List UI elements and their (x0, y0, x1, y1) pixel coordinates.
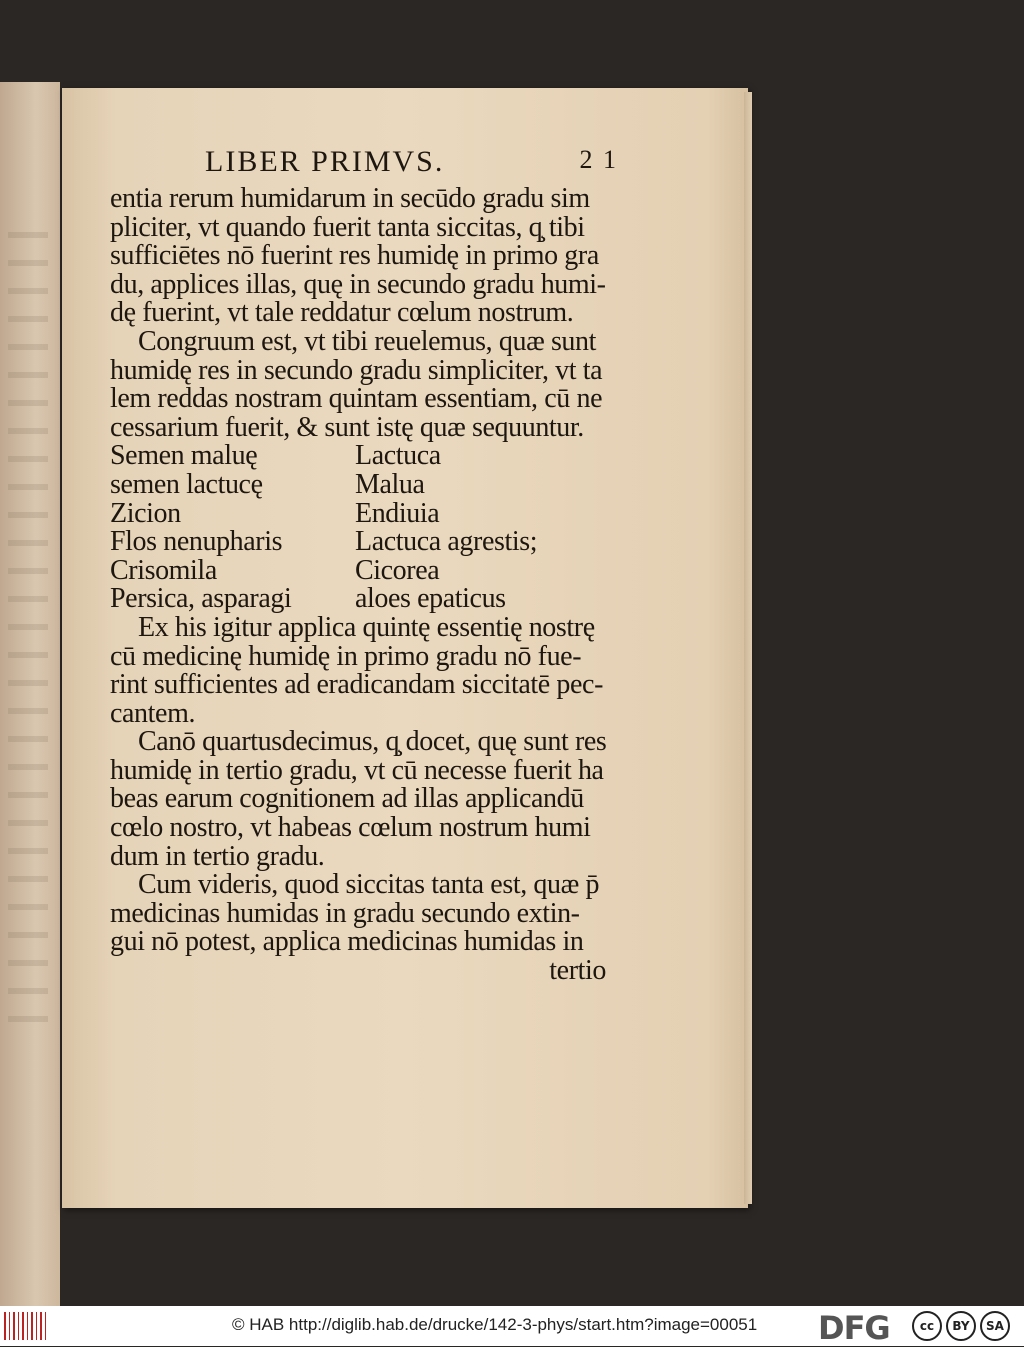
running-header (110, 145, 618, 185)
paragraph-5 (110, 871, 610, 957)
paragraph-1 (110, 185, 610, 328)
text-line: cū medicinę humidę in primo gradu nō fue- (110, 640, 582, 672)
text-line: dum in tertio gradu. (110, 840, 325, 872)
text-line: cœlo nostro, vt habeas cœlum nostrum humi (110, 812, 591, 844)
text-line: humidę in tertio gradu, vt cū necesse fuerit ha (110, 754, 604, 786)
list-item-left: Crisomila (110, 554, 217, 586)
text-line: Congruum est, vt tibi reuelemus, quæ sunt (138, 325, 597, 357)
text-line: cessarium fuerit, & sunt istę quæ sequuntur. (110, 411, 584, 443)
list-item-right: Endiuia (355, 497, 440, 529)
text-line: beas earum cognitionem ad illas applicandū (110, 783, 584, 815)
hab-logo-icon (4, 1312, 48, 1340)
list-item-left: Semen maluę (110, 440, 258, 472)
page-text (110, 145, 618, 987)
text-line: rint sufficientes ad eradicandam siccitatē pec- (110, 669, 603, 701)
ingredient-list (110, 442, 610, 614)
list-item-left: semen lactucę (110, 468, 263, 500)
previous-page-edge (0, 82, 60, 1306)
list-item-left: Persica, asparagi (110, 583, 292, 615)
text-line: medicinas humidas in gradu secundo extin- (110, 897, 580, 929)
page-edge (744, 92, 752, 1204)
text-line: Canō quartusdecimus, q̧ docet, quę sunt res (138, 726, 607, 758)
list-row (110, 585, 610, 614)
list-item-left: Flos nenupharis (110, 526, 283, 558)
text-line: entia rerum humidarum in secūdo gradu sim (110, 183, 590, 214)
text-line: dę fuerint, vt tale reddatur cœlum nostrum. (110, 297, 574, 329)
sa-icon: SA (980, 1311, 1010, 1341)
list-row (110, 528, 610, 557)
list-item-right: Lactuca agrestis; (355, 526, 538, 558)
paragraph-4 (110, 728, 610, 871)
list-row (110, 497, 610, 529)
catchword: tertio (549, 955, 606, 987)
folio-number: 2 1 (579, 145, 618, 174)
text-line: gui nō potest, applica medicinas humidas in (110, 926, 584, 958)
dfg-logo: DFG (818, 1309, 890, 1347)
creative-commons-badge[interactable] (912, 1310, 1020, 1342)
list-item-right: Cicorea (355, 554, 440, 586)
list-item-right: Lactuca (355, 440, 441, 472)
paragraph-3 (110, 611, 610, 729)
text-line: humidę res in secundo gradu simpliciter, vt ta (110, 354, 603, 386)
by-icon: BY (946, 1311, 976, 1341)
text-line: sufficiētes nō fuerint res humidę in primo gra (110, 240, 599, 272)
list-row (110, 442, 610, 471)
cc-icon: cc (912, 1311, 942, 1341)
list-item-left: Zicion (110, 497, 181, 529)
text-line: du, applices illas, quę in secundo gradu humi- (110, 268, 606, 300)
footer-bar (0, 1306, 1024, 1346)
source-credit-link[interactable]: © HAB http://diglib.hab.de/drucke/142-3-phys/start.htm?image=00051 (232, 1315, 758, 1334)
text-line: Cum videris, quod siccitas tanta est, quæ p̄ (138, 869, 600, 901)
show-through-text (8, 232, 48, 1032)
running-title: LIBER PRIMVS. (205, 145, 445, 178)
text-line: cantem. (110, 697, 196, 729)
list-row (110, 554, 610, 586)
text-line: pliciter, vt quando fuerit tanta siccitas, q̧ tibi (110, 211, 585, 243)
list-item-right: Malua (355, 468, 425, 500)
list-item-right: aloes epaticus (355, 583, 506, 615)
text-line: Ex his igitur applica quintę essentię nostrę (138, 611, 595, 643)
paragraph-2 (110, 325, 610, 443)
text-line: lem reddas nostram quintam essentiam, cū ne (110, 383, 603, 415)
list-row (110, 468, 610, 500)
